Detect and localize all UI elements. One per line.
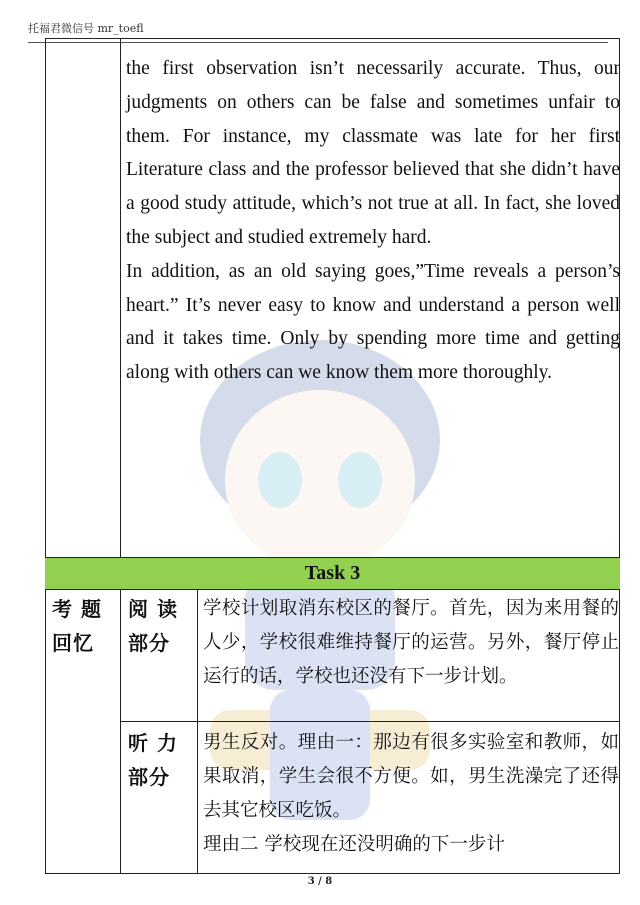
recall-label-line: 回忆: [52, 631, 94, 655]
essay-paragraph: In addition, as an old saying goes,”Time reveals a person’s heart.” It’s never easy to know and understand a person well and it takes time. Only by spending more time and getting along with others can we know them more thoroughly.: [126, 260, 620, 384]
page-number: [0, 876, 640, 887]
col-divider: [120, 38, 121, 557]
col-divider: [120, 590, 121, 874]
reading-label-line: 部分: [128, 631, 170, 655]
listening-label-line: 听 力: [128, 731, 178, 755]
recall-label-line: 考 题: [52, 597, 102, 621]
row-divider: [120, 721, 620, 722]
listening-label: [128, 726, 194, 794]
reading-text: 学校计划取消东校区的餐厅。首先，因为来用餐的人少，学校很难维持餐厅的运营。另外，餐厅停止运行的话，学校也还没有下一步计划。: [203, 598, 619, 687]
col-divider: [197, 590, 198, 874]
reading-label-line: 阅 读: [128, 597, 178, 621]
reading-label: [128, 592, 194, 660]
header-text: 托福君微信号 mr_toefl: [28, 22, 144, 35]
listening-text: 理由二 学校现在还没明确的下一步计: [203, 834, 505, 855]
task-header-row: [45, 557, 620, 590]
reading-content: [203, 592, 619, 694]
page-number-text: 3 / 8: [307, 876, 333, 887]
essay-paragraph: the first observation isn’t necessarily accurate. Thus, our judgments on others can be false and sometimes unfair to them. For instance, my classmate was late for her first Literature class and the professor believed that she didn’t have a good study attitude, which’s not true at all. In fact, she loved the subject and studied extremely hard.: [126, 58, 620, 248]
listening-text: 男生反对。理由一：那边有很多实验室和教师，如果取消，学生会很不方便。如，男生洗澡完了还得去其它校区吃饭。: [203, 732, 619, 821]
listening-label-line: 部分: [128, 765, 170, 789]
essay-body: [126, 52, 620, 390]
recall-label: [52, 592, 118, 660]
task-title: Task 3: [304, 562, 361, 584]
listening-content: [203, 726, 619, 862]
